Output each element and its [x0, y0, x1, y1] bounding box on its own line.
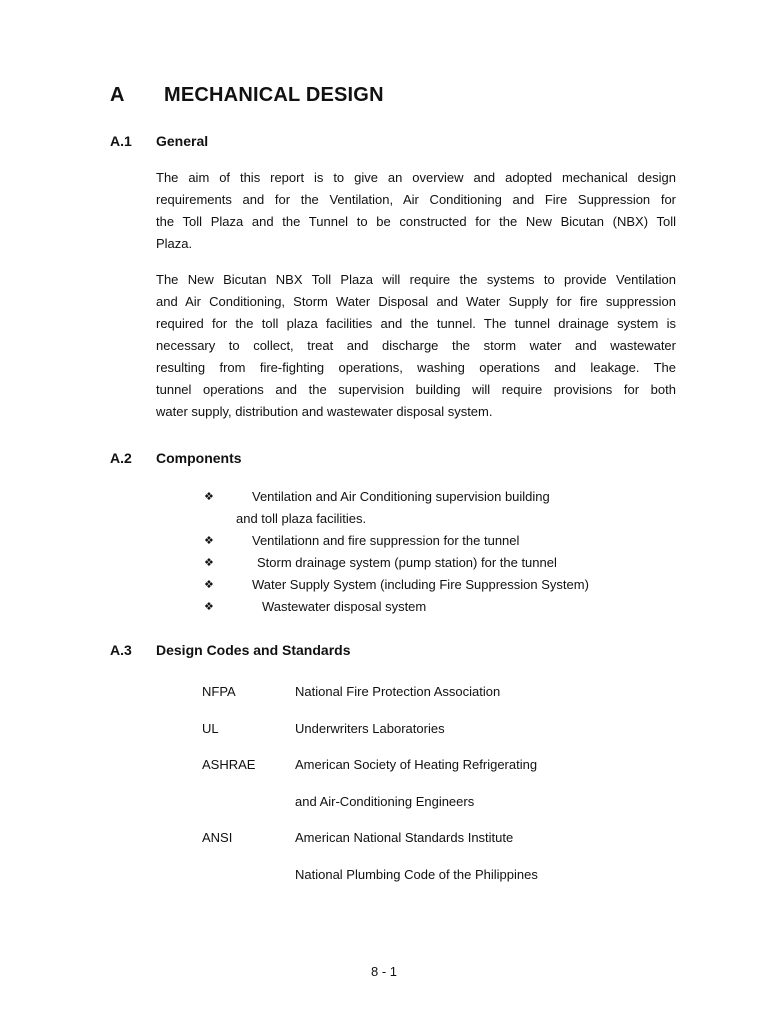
- list-item: [204, 530, 684, 552]
- paragraph-line: tunnel operations and the supervision building will require provisions for both: [156, 382, 676, 397]
- diamond-bullet-icon: ❖: [204, 491, 214, 503]
- page-number: 8 - 1: [370, 964, 397, 979]
- standard-abbreviation: UL: [202, 720, 219, 736]
- paragraph-line: necessary to collect, treat and discharge the storm water and wastewater: [156, 338, 676, 353]
- section-heading: [110, 84, 384, 107]
- paragraph-line: Plaza.: [156, 236, 193, 251]
- components-number: A.2: [110, 450, 132, 466]
- paragraph-line: and Air Conditioning, Storm Water Disposal and Water Supply for fire suppression: [156, 294, 676, 309]
- list-item-text: Water Supply System (including Fire Suppression System): [252, 577, 589, 592]
- paragraph-line: resulting from fire-fighting operations, washing operations and leakage. The: [156, 360, 676, 375]
- list-item-text: Ventilation and Air Conditioning supervision building: [252, 489, 550, 504]
- paragraph-line: required for the toll plaza facilities and the tunnel. The tunnel drainage system is: [156, 316, 676, 331]
- standards-heading: [110, 642, 350, 658]
- list-item-continuation: [204, 508, 684, 530]
- standard-full-name: National Plumbing Code of the Philippines: [295, 866, 538, 882]
- list-item: [204, 486, 684, 508]
- section-number: A: [110, 84, 125, 106]
- paragraph-line: the Toll Plaza and the Tunnel to be constructed for the New Bicutan (NBX) Toll: [156, 214, 676, 229]
- components-title: Components: [156, 450, 242, 466]
- list-item-text: Ventilationn and fire suppression for the tunnel: [252, 533, 520, 548]
- paragraph-line: water supply, distribution and wastewater disposal system.: [156, 404, 493, 419]
- standards-title: Design Codes and Standards: [156, 642, 351, 658]
- standard-full-name: and Air-Conditioning Engineers: [295, 793, 475, 809]
- general-number: A.1: [110, 133, 132, 149]
- list-item-text: and toll plaza facilities.: [236, 511, 367, 526]
- list-item: [204, 596, 684, 618]
- paragraph-line: requirements and for the Ventilation, Air Conditioning and Fire Suppression for: [156, 192, 676, 207]
- standard-abbreviation: ANSI: [202, 830, 233, 846]
- standard-full-name: American Society of Heating Refrigerating: [295, 757, 538, 773]
- general-paragraph-1: [156, 167, 676, 255]
- paragraph-line: The aim of this report is to give an overview and adopted mechanical design: [156, 170, 676, 185]
- list-item: [204, 574, 684, 596]
- diamond-bullet-icon: ❖: [204, 535, 214, 547]
- general-paragraph-2: [156, 269, 676, 423]
- list-item: [204, 552, 684, 574]
- standard-full-name: Underwriters Laboratories: [295, 720, 445, 736]
- standard-abbreviation: NFPA: [202, 684, 236, 699]
- general-heading: [110, 133, 208, 149]
- list-item-text: Storm drainage system (pump station) for the tunnel: [257, 555, 557, 570]
- list-item-text: Wastewater disposal system: [262, 599, 427, 614]
- components-list: [204, 486, 684, 618]
- general-title: General: [156, 133, 209, 149]
- standards-number: A.3: [110, 642, 132, 658]
- components-heading: [110, 450, 242, 466]
- standard-full-name: National Fire Protection Association: [295, 684, 501, 699]
- diamond-bullet-icon: ❖: [204, 579, 214, 591]
- standard-full-name: American National Standards Institute: [295, 830, 514, 846]
- paragraph-line: The New Bicutan NBX Toll Plaza will require the systems to provide Ventilation: [156, 272, 676, 287]
- standard-abbreviation: ASHRAE: [202, 757, 256, 773]
- diamond-bullet-icon: ❖: [204, 601, 214, 613]
- section-title: MECHANICAL DESIGN: [164, 84, 384, 106]
- diamond-bullet-icon: ❖: [204, 557, 214, 569]
